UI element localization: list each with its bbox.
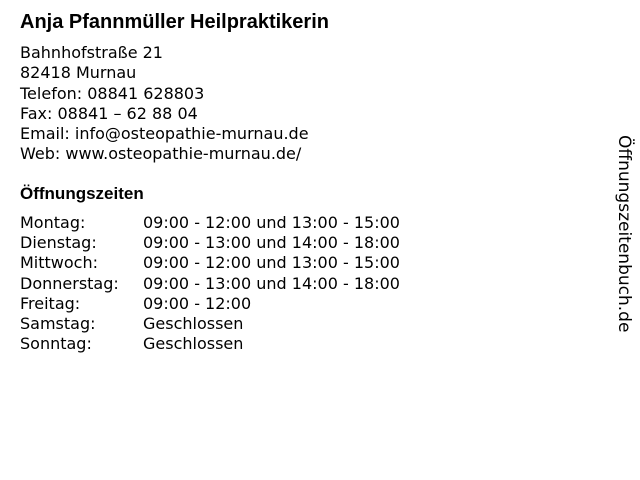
weekday-label: Dienstag:	[20, 233, 97, 253]
weekday-label: Sonntag:	[20, 334, 92, 354]
weekday-label: Samstag:	[20, 313, 96, 333]
hours-value: 09:00 - 12:00 und 13:00 - 15:00	[143, 213, 400, 232]
hours-value: 09:00 - 13:00 und 14:00 - 18:00	[143, 273, 400, 293]
business-name: Anja Pfannmüller Heilpraktikerin	[20, 11, 329, 33]
hours-value: 09:00 - 13:00 und 14:00 - 18:00	[143, 233, 400, 253]
weekday-label: Freitag:	[20, 293, 81, 313]
fax-number: Fax: 08841 – 62 88 04	[20, 103, 198, 123]
weekday-label: Mittwoch:	[20, 253, 98, 273]
hours-value: 09:00 - 12:00	[143, 293, 252, 313]
opening-hours-heading: Öffnungszeiten	[20, 184, 144, 203]
website-address: Web: www.osteopathie-murnau.de/	[20, 144, 302, 164]
street-address: Bahnhofstraße 21	[20, 43, 163, 62]
weekday-label: Donnerstag:	[20, 273, 119, 293]
city-postcode: 82418 Murnau	[20, 63, 137, 83]
weekday-label: Montag:	[20, 213, 86, 232]
hours-value: Geschlossen	[143, 334, 244, 354]
watermark-container	[612, 135, 636, 335]
site-watermark: Öffnungszeitenbuch.de	[614, 135, 634, 333]
email-address: Email: info@osteopathie-murnau.de	[20, 124, 309, 144]
phone-number: Telefon: 08841 628803	[20, 83, 205, 103]
hours-value: 09:00 - 12:00 und 13:00 - 15:00	[143, 253, 400, 273]
contact-block	[20, 43, 309, 165]
hours-value: Geschlossen	[143, 313, 244, 333]
